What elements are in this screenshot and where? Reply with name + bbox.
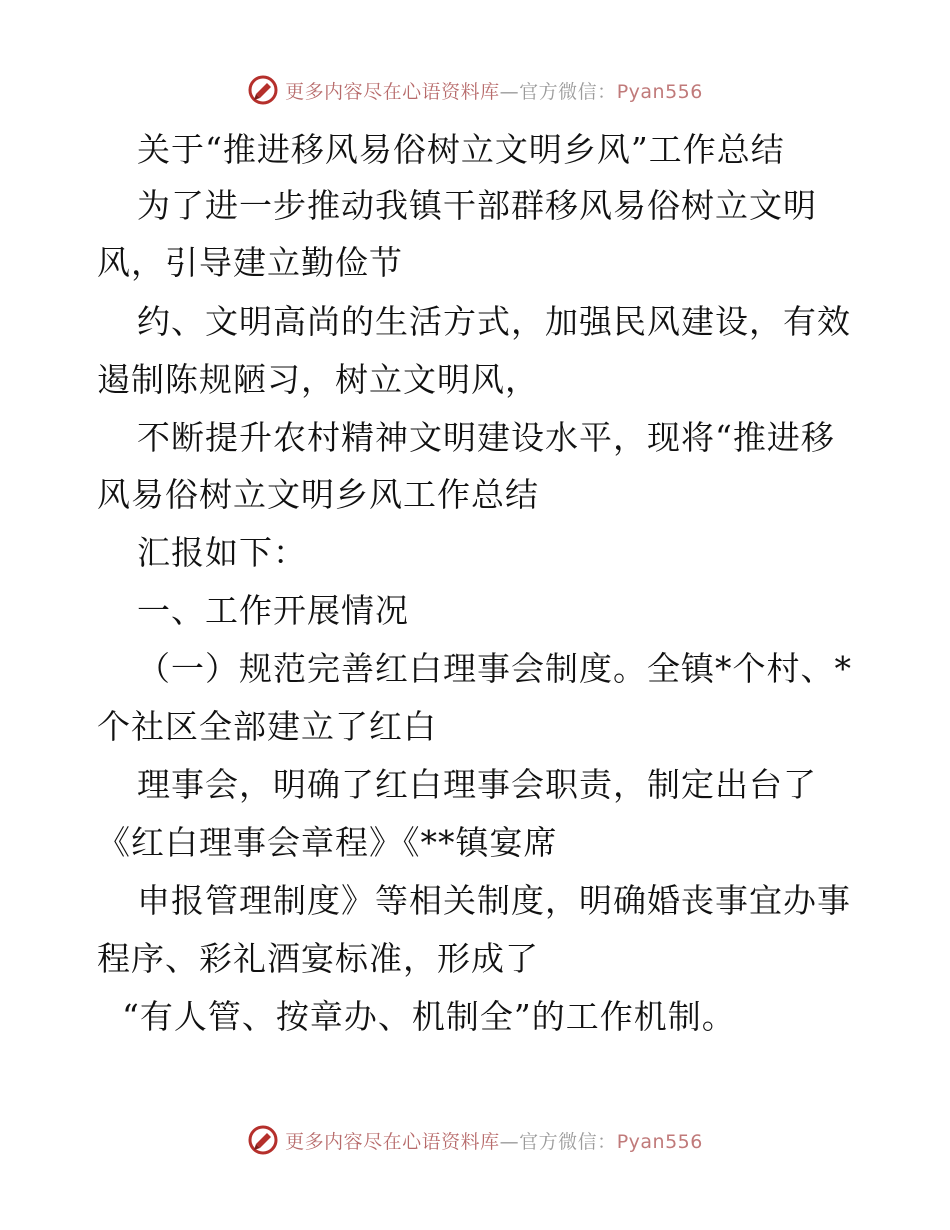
watermark-separator: — bbox=[499, 80, 520, 103]
paragraph-line: 程序、彩礼酒宴标准，形成了 bbox=[97, 939, 539, 978]
paragraph-line: 风，引导建立勤俭节 bbox=[97, 243, 403, 282]
document-title: 关于“推进移风易俗树立文明乡风”工作总结 bbox=[137, 130, 785, 169]
paragraph-line: 风易俗树立文明乡风工作总结 bbox=[97, 475, 539, 514]
watermark-brand: 更多内容尽在心语资料库 bbox=[285, 1130, 500, 1153]
watermark-wechat-id: Pyan556 bbox=[616, 1130, 703, 1153]
section-heading: 一、工作开展情况 bbox=[137, 591, 409, 630]
watermark-brand: 更多内容尽在心语资料库 bbox=[285, 80, 500, 103]
brand-logo-icon bbox=[247, 1124, 279, 1156]
paragraph-line: 个社区全部建立了红白 bbox=[97, 707, 437, 746]
paragraph-line: 申报管理制度》等相关制度，明确婚丧事宜办事 bbox=[137, 881, 851, 920]
paragraph-line: 为了进一步推动我镇干部群移风易俗树立文明 bbox=[137, 186, 817, 225]
paragraph-line: 理事会，明确了红白理事会职责，制定出台了 bbox=[137, 765, 817, 804]
footer-watermark bbox=[0, 1120, 950, 1160]
watermark-text bbox=[285, 1127, 703, 1154]
subsection-heading: （一）规范完善红白理事会制度。全镇*个村、* bbox=[137, 649, 852, 688]
paragraph-line: 约、文明高尚的生活方式，加强民风建设，有效 bbox=[137, 302, 851, 341]
paragraph-line: “有人管、按章办、机制全”的工作机制。 bbox=[122, 997, 736, 1036]
watermark-wechat-label: 官方微信： bbox=[519, 80, 617, 103]
watermark-wechat-id: Pyan556 bbox=[616, 80, 703, 103]
paragraph-line: 不断提升农村精神文明建设水平，现将“推进移 bbox=[137, 418, 835, 457]
paragraph-line: 《红白理事会章程》《**镇宴席 bbox=[97, 823, 558, 862]
watermark-wechat-label: 官方微信： bbox=[519, 1130, 617, 1153]
paragraph-line: 汇报如下： bbox=[137, 533, 307, 572]
watermark-separator: — bbox=[499, 1130, 520, 1153]
paragraph-line: 遏制陈规陋习，树立文明风， bbox=[97, 360, 539, 399]
